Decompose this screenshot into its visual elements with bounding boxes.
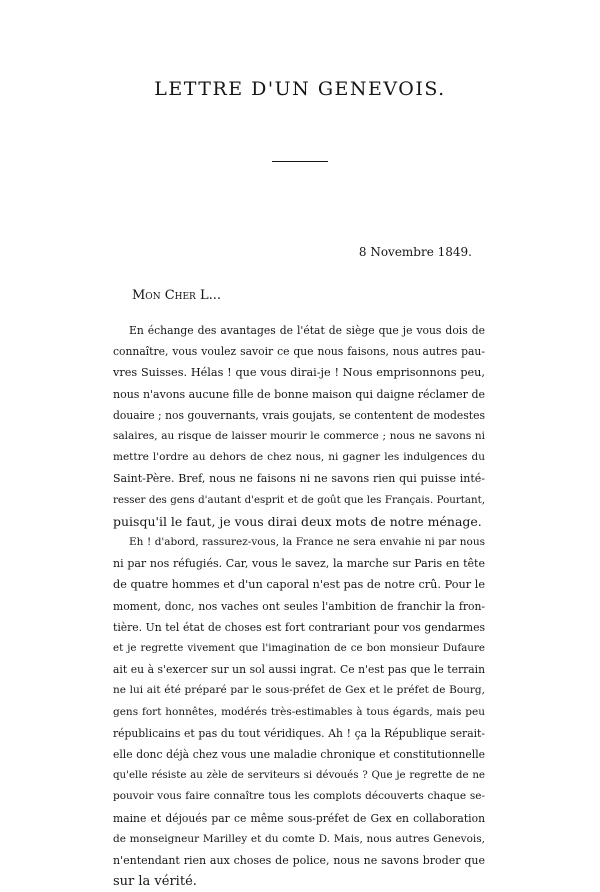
text-line: En échange des avantages de l'état de siège que je vous dois de (129, 324, 485, 337)
paragraph-1 (113, 320, 485, 532)
text-line: douaire ; nos gouvernants, vrais goujats, se contentent de modestes (113, 408, 485, 422)
text-line: elle donc déjà chez vous une maladie chronique et constitutionnelle (113, 748, 485, 762)
text-line: ni par nos réfugiés. Car, vous le savez, la marche sur Paris en tête (113, 557, 485, 571)
title-divider (272, 161, 328, 162)
text-line: et je regrette vivement que l'imagination de ce bon monsieur Dufaure (113, 642, 485, 655)
text-line: pouvoir vous faire connaître tous les complots découverts chaque se- (113, 790, 485, 803)
text-line: de monseigneur Marilley et du comte D. Mais, nous autres Genevois, (113, 832, 485, 845)
text-line: nous n'avons aucune fille de bonne maison qui daigne réclamer de (113, 387, 485, 401)
text-line: moment, donc, nos vaches ont seules l'ambition de franchir la fron- (113, 599, 485, 613)
text-line: n'entendant rien aux choses de police, nous ne savons broder que (113, 854, 485, 868)
text-line: maine et déjoués par ce même sous-préfet de Gex en collaboration (113, 811, 485, 825)
text-line: connaître, vous voulez savoir ce que nous faisons, nous autres pau- (113, 345, 485, 359)
text-line: Eh ! d'abord, rassurez-vous, la France ne sera envahie ni par nous (129, 536, 485, 549)
text-line: vres Suisses. Hélas ! que vous dirai-je ! Nous emprisonnons peu, (113, 366, 485, 380)
paragraph-2 (113, 532, 485, 892)
text-line: gens fort honnêtes, modérés très-estimables à tous égards, mais peu (113, 705, 485, 718)
text-line: ait eu à s'exercer sur un sol aussi ingrat. Ce n'est pas que le terrain (113, 663, 485, 677)
text-line: de quatre hommes et d'un caporal n'est pas de notre crû. Pour le (113, 578, 485, 592)
text-line: républicains et pas du tout véridiques. Ah ! ça la République serait- (113, 726, 485, 740)
text-line: ne lui ait été préparé par le sous-préfet de Gex et le préfet de Bourg, (113, 684, 485, 697)
page-title: LETTRE D'UN GENEVOIS. (154, 78, 446, 100)
text-line: mettre l'ordre au dehors de chez nous, ni gagner les indulgences du (113, 451, 485, 464)
text-line: sur la vérité. (113, 874, 197, 890)
letter-date: 8 Novembre 1849. (358, 245, 472, 259)
text-line: resser des gens d'autant d'esprit et de goût que les Français. Pourtant, (113, 493, 485, 506)
text-line: puisqu'il le faut, je vous dirai deux mots de notre ménage. (113, 513, 482, 529)
text-line: salaires, au risque de laisser mourir le commerce ; nous ne savons ni (113, 430, 485, 443)
text-line: tière. Un tel état de choses est fort contrariant pour vos gendarmes (113, 620, 485, 634)
text-line: Saint-Père. Bref, nous ne faisons ni ne savons rien qui puisse inté- (113, 472, 485, 486)
text-line: qu'elle résiste au zèle de serviteurs si dévoués ? Que je regrette de ne (113, 769, 485, 782)
salutation: Mon Cher L... (132, 288, 222, 303)
letter-body (113, 320, 485, 892)
